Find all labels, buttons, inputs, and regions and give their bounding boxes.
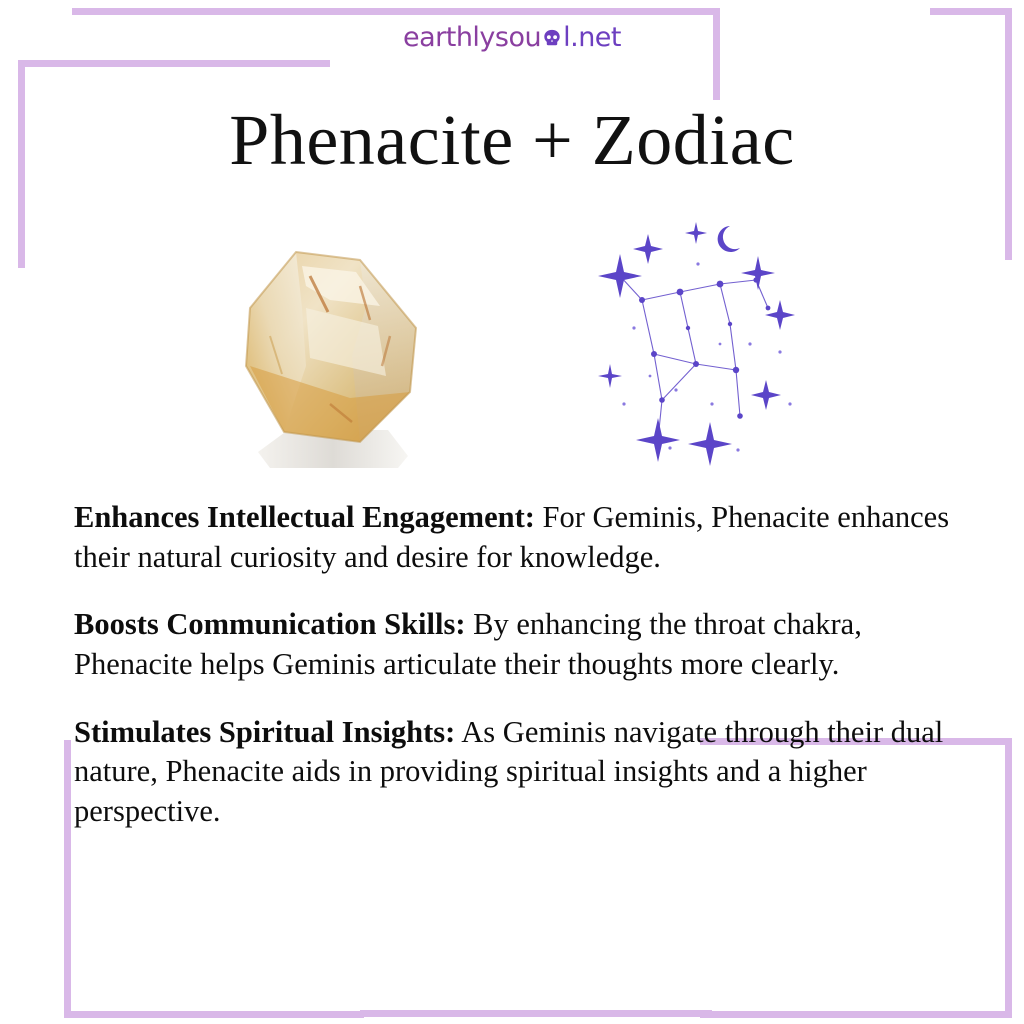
page-title: Phenacite + Zodiac	[229, 100, 795, 180]
site-logo[interactable]	[0, 22, 1024, 53]
benefit-text: As Geminis navigate through their dual nature, Phenacite aids in providing spiritual insights and a higher perspective.	[74, 714, 944, 828]
benefit-lead: Boosts Communication Skills:	[74, 607, 466, 642]
site-logo-text-before: earthlysou	[402, 22, 542, 53]
benefit-item	[74, 713, 950, 832]
benefit-item	[74, 605, 950, 684]
phenacite-crystal-photo	[210, 216, 450, 484]
benefit-lead: Stimulates Spiritual Insights:	[74, 714, 456, 749]
benefit-text: By enhancing the throat chakra, Phenacite helps Geminis articulate their thoughts more clearly.	[74, 607, 862, 681]
skull-icon	[541, 26, 563, 48]
corner-frame-bottom-inner-bar	[360, 1010, 712, 1018]
media-row	[0, 196, 1024, 486]
site-logo-text-after: l.net	[563, 22, 622, 53]
benefit-item	[74, 498, 950, 577]
site-logo-text	[403, 22, 621, 53]
benefit-text: For Geminis, Phenacite enhances their natural curiosity and desire for knowledge.	[74, 500, 950, 574]
gemini-constellation-illustration	[580, 204, 820, 474]
corner-frame-bottom-left	[64, 856, 364, 1018]
benefits-list	[74, 498, 950, 831]
corner-frame-bottom-left-bar	[64, 740, 72, 870]
benefit-lead: Enhances Intellectual Engagement:	[74, 500, 535, 534]
